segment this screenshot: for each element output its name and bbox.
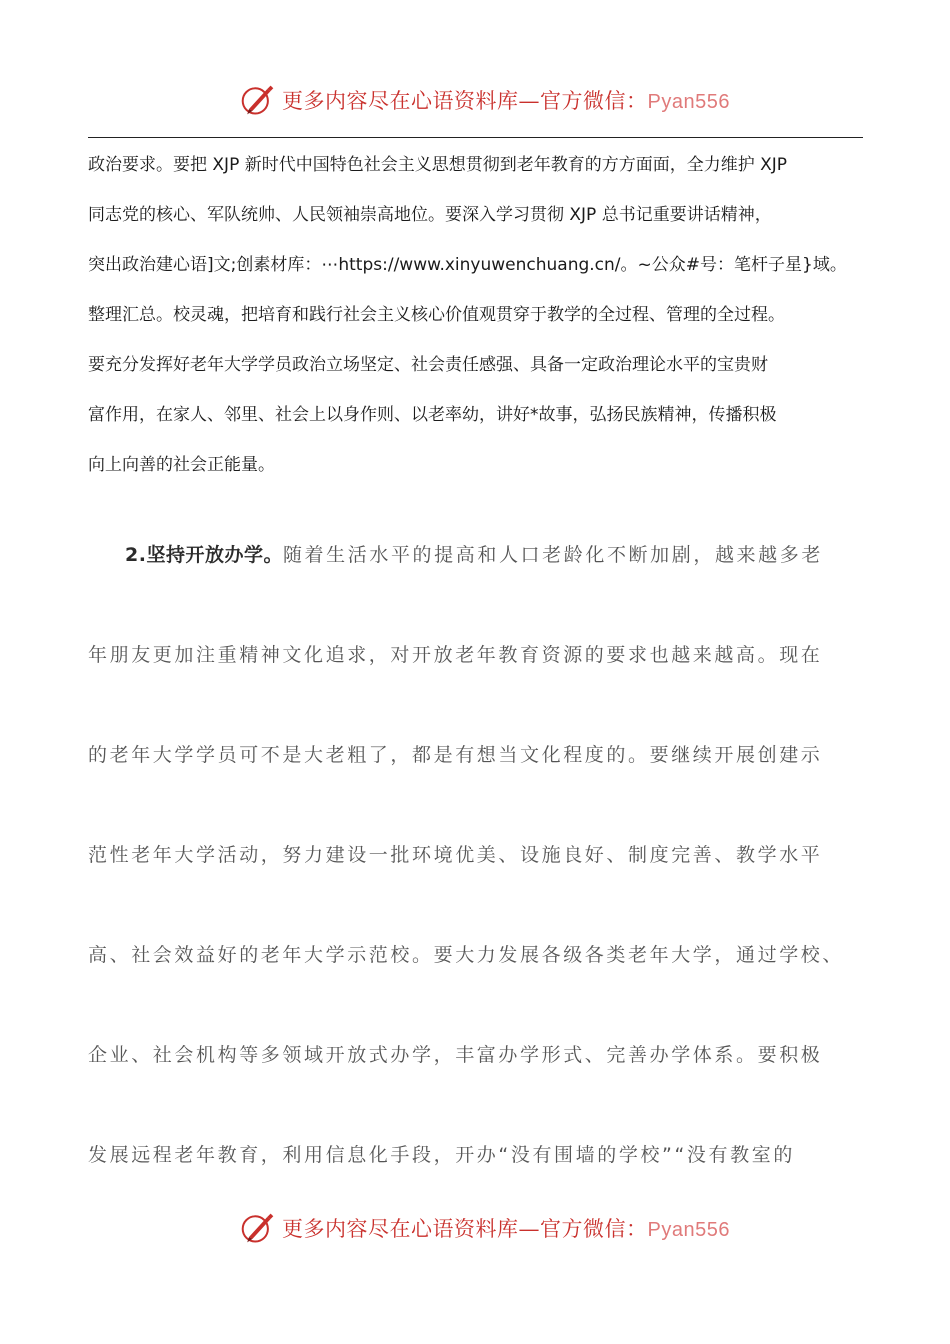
text-line: 企业、社会机构等多领域开放式办学，丰富办学形式、完善办学体系。要积极 [88,1044,823,1066]
text-line: 富作用，在家人、邻里、社会上以身作则、以老率幼，讲好*故事，弘扬民族精神，传播积极 [88,405,777,425]
header-brand-label [282,85,730,115]
footer-brand-text: 更多内容尽在心语资料库—官方微信： [282,1217,648,1241]
text-line: 年朋友更加注重精神文化追求，对开放老年教育资源的要求也越来越高。现在 [88,644,823,666]
brand [240,1210,730,1246]
text-line: 要充分发挥好老年大学学员政治立场坚定、社会责任感强、具备一定政治理论水平的宝贵财 [88,355,768,375]
text-line: 的老年大学学员可不是大老粗了，都是有想当文化程度的。要继续开展创建示 [88,744,823,766]
header-wechat-id: Pyan556 [647,91,730,113]
text-line: 政治要求。要把 XJP 新时代中国特色社会主义思想贯彻到老年教育的方方面面，全力维护 XJP [88,155,788,175]
pen-logo-icon [240,82,276,118]
paragraph-2 [88,505,878,1205]
footer-wechat-id: Pyan556 [647,1219,730,1241]
text-line: 突出政治建心语]文;创素材库：⋯https://www.xinyuwenchuang.cn/。~公众#号：笔杆子星}域。 [88,255,847,275]
brand [240,82,730,118]
text-line: 范性老年大学活动，努力建设一批环境优美、设施良好、制度完善、教学水平 [88,844,823,866]
text-line: 高、社会效益好的老年大学示范校。要大力发展各级各类老年大学，通过学校、 [88,944,845,966]
text-line: 整理汇总。校灵魂，把培育和践行社会主义核心价值观贯穿于教学的全过程、管理的全过程。 [88,305,785,325]
first-line-text: 随着生活水平的提高和人口老龄化不断加剧，越来越多老 [282,544,823,566]
header-brand-text: 更多内容尽在心语资料库—官方微信： [282,89,648,113]
section-heading: 2.坚持开放办学。 [125,544,283,566]
footer-watermark [0,1206,950,1250]
text-line: 发展远程老年教育，利用信息化手段，开办“没有围墙的学校”“没有教室的 [88,1144,795,1166]
header-watermark [0,78,950,122]
header-rule [88,137,863,138]
text-line: 向上向善的社会正能量。 [88,455,275,475]
text-line: 同志党的核心、军队统帅、人民领袖崇高地位。要深入学习贯彻 XJP 总书记重要讲话精神， [88,205,772,225]
footer-brand-label [282,1213,730,1243]
paragraph-1 [88,140,878,490]
pen-logo-icon [240,1210,276,1246]
text-line [88,505,878,605]
